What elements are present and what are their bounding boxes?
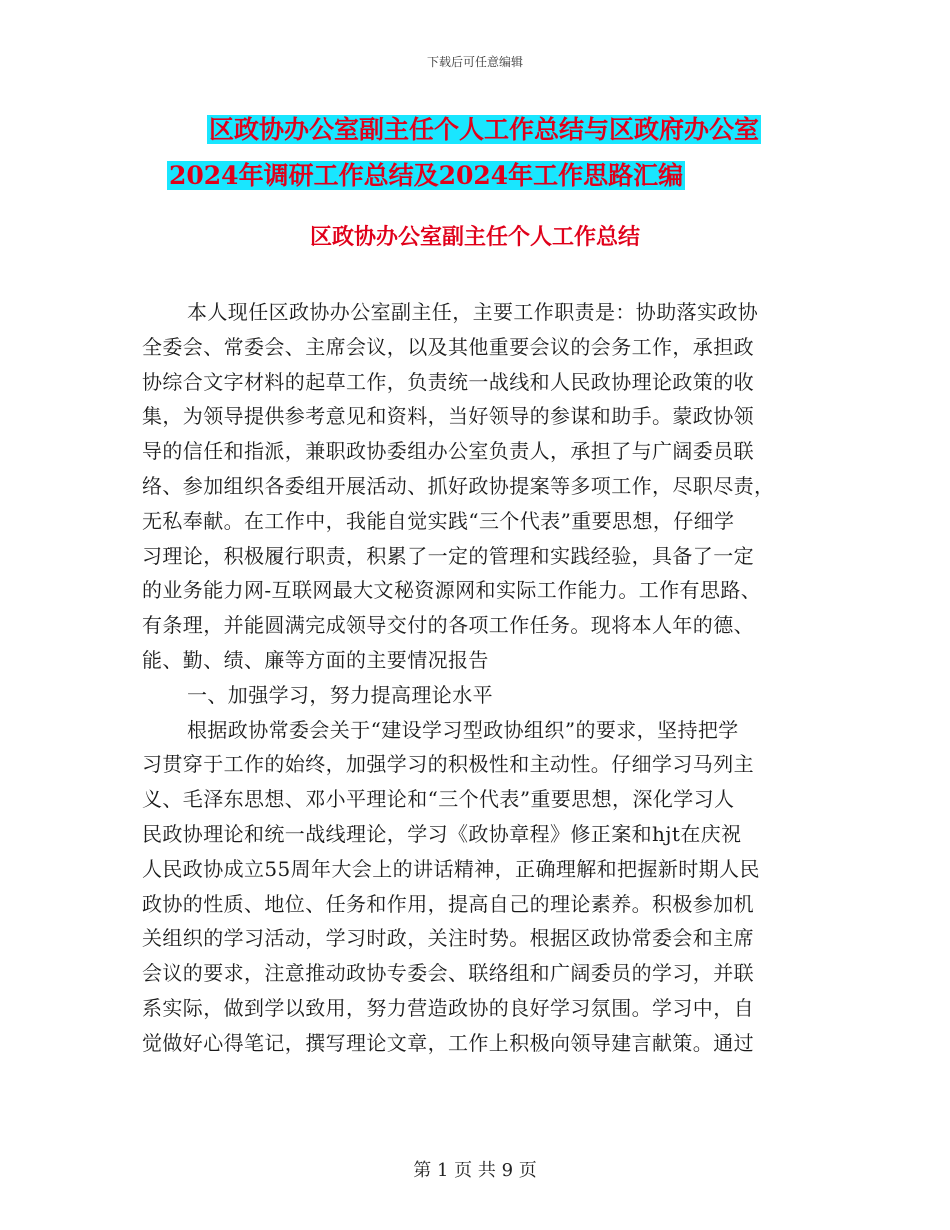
body-line: 习理论，积极履行职责，积累了一定的管理和实践经验，具备了一定: [142, 543, 754, 568]
body-line: 本人现任区政协办公室副主任，主要工作职责是：协助落实政协: [187, 300, 759, 324]
title-line-2-text: 2024年调研工作总结及2024年工作思路汇编: [169, 161, 684, 190]
section-heading: 一、加强学习，努力提高理论水平: [187, 682, 493, 707]
body-line: 习贯穿于工作的始终，加强学习的积极性和主动性。仔细学习马列主: [142, 752, 754, 777]
section-title: 区政协办公室副主任个人工作总结: [309, 224, 640, 250]
body-line: 觉做好心得笔记，撰写理论文章，工作上积极向领导建言献策。通过: [142, 1030, 754, 1055]
body-line: 集，为领导提供参考意见和资料，当好领导的参谋和助手。蒙政协领: [142, 404, 754, 429]
body-line: 民政协理论和统一战线理论，学习《政协章程》修正案和hjt在庆祝: [142, 821, 742, 846]
body-line: 能、勤、绩、廉等方面的主要情况报告: [142, 647, 489, 672]
header-note: 下载后可任意编辑: [426, 55, 523, 69]
body-line: 协综合文字材料的起草工作，负责统一战线和人民政协理论政策的收: [142, 369, 754, 394]
body-line: 全委会、常委会、主席会议，以及其他重要会议的会务工作，承担政: [142, 334, 754, 359]
body-line: 有条理，并能圆满完成领导交付的各项工作任务。现将本人年的德、: [142, 613, 754, 638]
title-line-1-text: 区政协办公室副主任个人工作总结与区政府办公室: [209, 115, 760, 144]
body-line: 义、毛泽东思想、邓小平理论和“三个代表”重要思想，深化学习人: [142, 787, 735, 812]
title-line-2: [0, 156, 950, 196]
body-line: 络、参加组织各委组开展活动、抓好政协提案等多项工作，尽职尽责，: [142, 473, 775, 498]
body-line: 会议的要求，注意推动政协专委会、联络组和广阔委员的学习，并联: [142, 961, 754, 986]
title-line-1: [0, 110, 950, 150]
document-body: [142, 295, 802, 1061]
body-line: 无私奉献。在工作中，我能自觉实践“三个代表”重要思想，仔细学: [142, 508, 735, 533]
page-number-footer: 第 1 页 共 9 页: [413, 1160, 537, 1181]
body-line: 政协的性质、地位、任务和作用，提高自己的理论素养。积极参加机: [142, 891, 754, 916]
body-line: 系实际，做到学以致用，努力营造政协的良好学习氛围。学习中，自: [142, 995, 754, 1020]
body-line: 人民政协成立55周年大会上的讲话精神，正确理解和把握新时期人民: [142, 856, 760, 881]
body-line: 关组织的学习活动，学习时政，关注时势。根据区政协常委会和主席: [142, 926, 754, 951]
body-line: 的业务能力网-互联网最大文秘资源网和实际工作能力。工作有思路、: [142, 578, 762, 603]
body-line: 根据政协常委会关于“建设学习型政协组织”的要求，坚持把学: [187, 717, 739, 742]
body-line: 导的信任和指派，兼职政协委组办公室负责人，承担了与广阔委员联: [142, 439, 754, 464]
document-title: [0, 110, 950, 196]
